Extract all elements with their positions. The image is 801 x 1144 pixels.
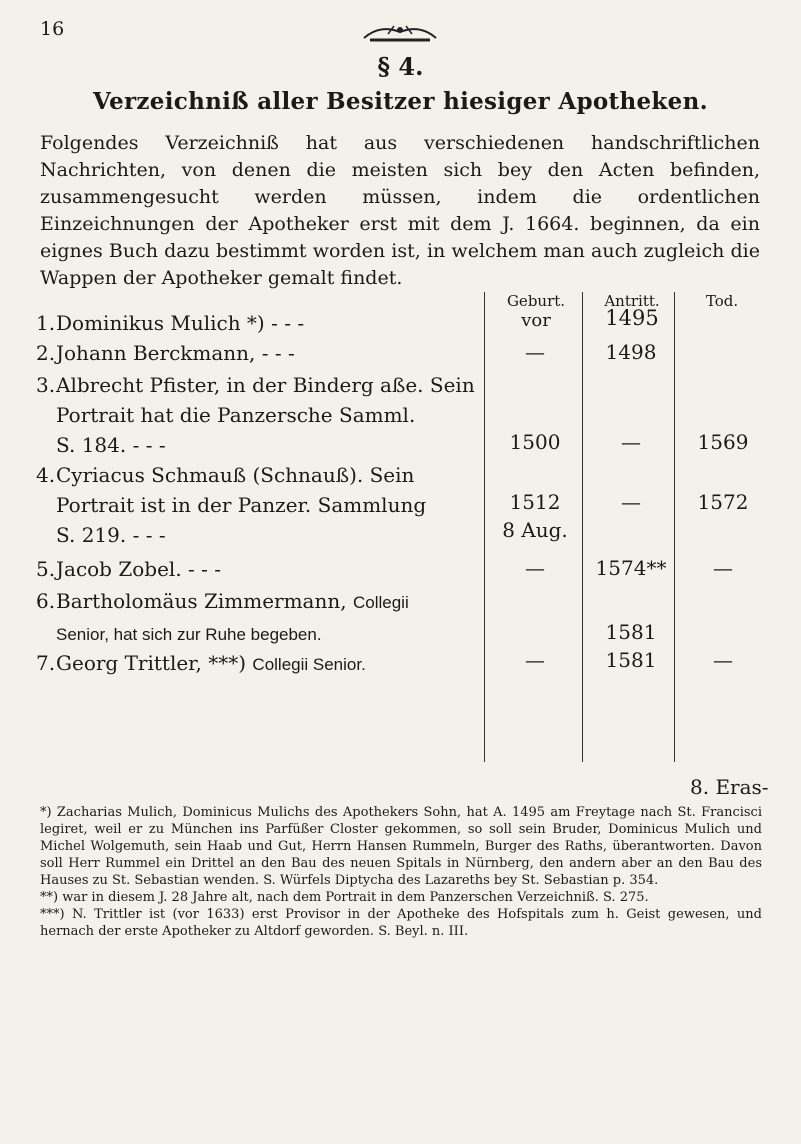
table-row: 3.Albrecht Pfister, in der Binderg aße. Sein Portrait hat die Panzersche Samml. S. 184. - - -	[36, 373, 475, 457]
footnote-2: **) war in diesem J. 28 Jahre alt, nach dem Portrait in dem Panzerschen Verzeichniß. S. 275.	[40, 890, 649, 905]
geburt-cell: —	[525, 340, 545, 364]
page-number: 16	[40, 18, 65, 40]
intro-text: Folgendes Verzeichniß hat aus verschiedenen handschriftlichen Nachrichten, von denen die meisten sich bey den Acten befinden, zusammengesucht werden müssen, indem die ordentlichen Einzeichnungen der Apotheker erst mit dem J. 1664. beginnen, da ein eignes Buch dazu bestimmt worden ist, in welchem man auch zugleich die Wappen der Apotheker gemalt findet.	[40, 132, 760, 289]
antritt-cell: —	[621, 430, 641, 454]
geburt-cell: —	[525, 556, 545, 580]
antritt-sub: 1495	[605, 306, 659, 330]
geburt-cell: 1512	[509, 490, 561, 514]
tod-cell: 1569	[697, 430, 749, 454]
table-row: 4.Cyriacus Schmauß (Schnauß). Sein Portrait ist in der Panzer. Sammlung S. 219. - - -	[36, 463, 427, 547]
tod-cell: 1572	[697, 490, 749, 514]
owners-table	[36, 292, 766, 772]
antritt-cell: 1581	[605, 620, 657, 644]
collegii-label: Collegii	[352, 593, 409, 612]
column-header-geburt: Geburt.	[506, 292, 566, 310]
table-row: 1.Dominikus Mulich *) - - -	[36, 311, 305, 335]
column-divider	[582, 292, 583, 762]
owner-name: Johann Berckmann, - - -	[56, 341, 295, 365]
owner-name: Dominikus Mulich *) - - -	[56, 311, 305, 335]
footnotes	[40, 804, 762, 940]
column-header-antritt: Antritt.	[604, 292, 660, 310]
antritt-cell: —	[621, 490, 641, 514]
table-row: 2.Johann Berckmann, - - -	[36, 341, 295, 365]
owner-name: Jacob Zobel. - - -	[56, 557, 222, 581]
tod-cell: —	[713, 648, 733, 672]
table-row: 6.Bartholomäus Zimmermann, Collegii Senior, hat sich zur Ruhe begeben.	[36, 589, 409, 644]
collegii-senior-label: Collegii Senior.	[252, 655, 366, 674]
column-header-tod: Tod.	[705, 292, 739, 310]
page-title: Verzeichniß aller Besitzer hiesiger Apotheken.	[93, 88, 708, 115]
column-divider	[484, 292, 485, 762]
tod-cell: —	[713, 556, 733, 580]
antritt-cell: 1574**	[595, 556, 667, 580]
geburt-date-cell: 8 Aug.	[502, 518, 568, 542]
geburt-sub: vor	[521, 310, 551, 331]
table-row: 7.Georg Trittler, ***) Collegii Senior.	[36, 651, 366, 675]
footnote-3: ***) N. Trittler ist (vor 1633) erst Provisor in der Apotheke des Hofspitals zum h. Geist gewesen, und hernach der erste Apotheker zu Altdorf geworden. S. Beyl. n. III.	[40, 907, 762, 939]
antritt-cell: 1581	[605, 648, 657, 672]
section-heading: § 4.	[377, 52, 424, 81]
ornament-icon	[360, 20, 440, 46]
geburt-cell: —	[525, 648, 545, 672]
geburt-cell: 1500	[509, 430, 561, 454]
intro-paragraph	[40, 130, 760, 292]
table-row: 5.Jacob Zobel. - - -	[36, 557, 222, 581]
antritt-cell: 1498	[605, 340, 657, 364]
catchword: 8. Eras-	[690, 775, 769, 799]
footnote-1: *) Zacharias Mulich, Dominicus Mulichs des Apothekers Sohn, hat A. 1495 am Freytage nach St. Francisci legiret, weil er zu München ins Parfüßer Closter gekommen, so soll sein Bruder, Dominicus Mulich und Michel Wolgemuth, sein Haab und Gut, Herrn Hansen Rummeln, Burger des Raths, überantworten. Davon soll Herr Rummel ein Drittel an den Bau des neuen Spitals in Nürnberg, den andern aber an den Bau des Hauses zu St. Sebastian wenden. S. Würfels Diptycha des Lazareths bey St. Sebastian p. 354.	[40, 805, 762, 888]
